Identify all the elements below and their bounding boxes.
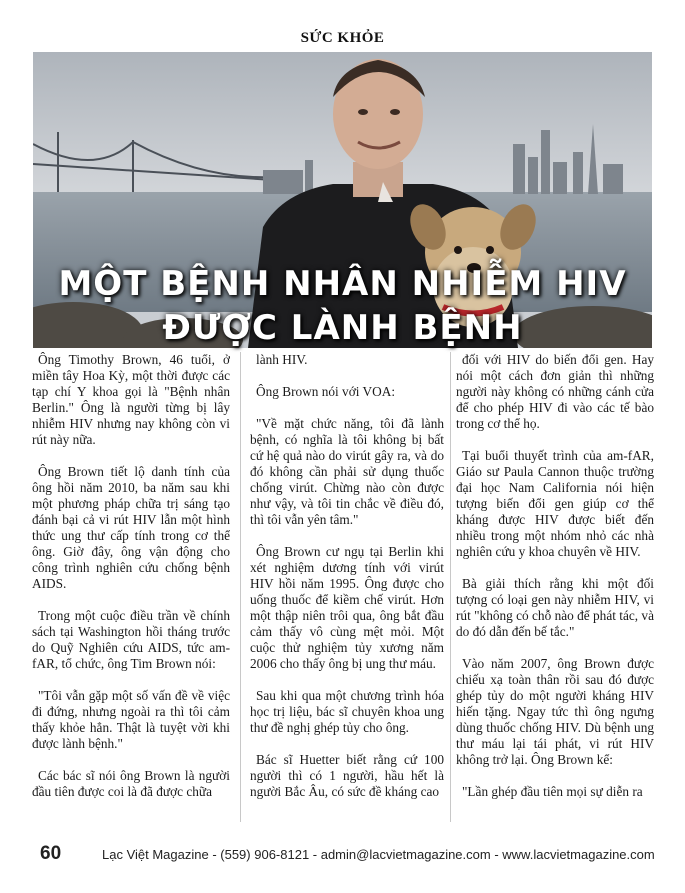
paragraph: Ông Timothy Brown, 46 tuổi, ở miền tây Hoa Kỳ, một thời được các tạp chí Y khoa gọi là "Bệnh nhân Berlin." Ông là người từng bị lây nhiễm HIV nhưng nay không còn vi rút này nữa.: [32, 352, 230, 447]
paragraph: Trong một cuộc điều trần về chính sách tại Washington hồi tháng trước do Quỹ Nghiên cứu AIDS, tức am-fAR, tổ chức, ông Tim Brown nói:: [32, 608, 230, 671]
paragraph: Vào năm 2007, ông Brown được chiếu xạ toàn thân rồi sau đó được ghép tủy do một người kháng HIV hiến tặng. Ngay tức thì ông ngưng dùng thuốc chống HIV. Dù bệnh ung thư máu lại tái phát, vi rút HIV không trở lại. Ông Brown kể:: [456, 656, 654, 767]
article-headline: [33, 262, 652, 350]
paragraph: Bà giải thích rằng khi một đối tượng có loại gen này nhiễm HIV, vi rút "không có chỗ nào để phát tác, và do đó dẫn đến bế tắc.": [456, 576, 654, 639]
paragraph: Bác sĩ Huetter biết rằng cứ 100 người thì có 1 người, hầu hết là người Bắc Âu, có sức đề kháng cao: [250, 752, 444, 799]
column-divider: [450, 352, 451, 822]
headline-line-1: MỘT BỆNH NHÂN NHIỄM HIV: [58, 264, 627, 304]
paragraph: "Tôi vẫn gặp một số vấn đề về việc đi đứng, nhưng ngoài ra thì tôi cảm thấy khỏe hẳn. Thật là tuyệt vời khi được lành bệnh.": [32, 688, 230, 751]
paragraph: Sau khi qua một chương trình hóa học trị liệu, bác sĩ chuyên khoa ung thư đề nghị ghép tủy cho ông.: [250, 688, 444, 735]
headline-line-2: ĐƯỢC LÀNH BỆNH: [162, 308, 523, 348]
paragraph: "Về mặt chức năng, tôi đã lành bệnh, có nghĩa là tôi không bị bất cứ hệ quả nào do virút gây ra, và do đó không cần phải sử dụng thuốc chống virút. Chừng nào còn được như vậy, và tôi tin chắc về điều đó, thì tôi vẫn yên tâm.": [250, 416, 444, 527]
page-number: 60: [40, 843, 62, 864]
section-title: SỨC KHỎE: [300, 30, 385, 46]
page-footer: [32, 843, 655, 869]
footer-contact-line: Lạc Việt Magazine - (559) 906-8121 - admin@lacvietmagazine.com - www.lacvietmagazine.com: [102, 847, 655, 862]
paragraph: Ông Brown nói với VOA:: [256, 384, 396, 399]
column-divider: [240, 352, 241, 822]
paragraph: Ông Brown tiết lộ danh tính của ông hồi năm 2010, ba năm sau khi một phương pháp chữa trị sáng tạo đánh bại cả vi rút HIV lẫn một hình thức ung thư cấp tính trong cơ thể ông. Giờ đây, ông vận động cho công trình nghiên cứu chống bệnh AIDS.: [32, 464, 230, 591]
paragraph: đối với HIV do biến đổi gen. Hay nói một cách đơn giản thì những người này không có những cánh cửa để cho phép HIV đi vào các tế bào trong cơ thể họ.: [456, 352, 654, 431]
article-column-1: [32, 352, 230, 830]
article-column-2: [250, 352, 444, 830]
paragraph: Ông Brown cư ngụ tại Berlin khi xét nghiệm dương tính với virút HIV hồi năm 1995. Ông được cho uống thuốc để kiềm chế virút. Hơn một thập niên trôi qua, ông bắt đầu cảm thấy vô cùng mệt mỏi. Một cuộc thử nghiệm tủy xương năm 2006 cho thấy ông bị ung thư máu.: [250, 544, 444, 671]
article-column-3: [456, 352, 654, 830]
paragraph: "Lần ghép đầu tiên mọi sự diễn ra: [462, 784, 643, 799]
paragraph: lành HIV.: [256, 352, 308, 367]
paragraph: Các bác sĩ nói ông Brown là người đầu tiên được coi là đã được chữa: [32, 768, 230, 799]
paragraph: Tại buổi thuyết trình của am-fAR, Giáo sư Paula Cannon thuộc trường đại học Nam California nói hiện tượng biến đổi gen giúp cơ thể kháng được HIV được biết đến nhiều trong một nhóm nhỏ các nhà nghiên cứu y khoa chuyên về HIV.: [456, 448, 654, 559]
